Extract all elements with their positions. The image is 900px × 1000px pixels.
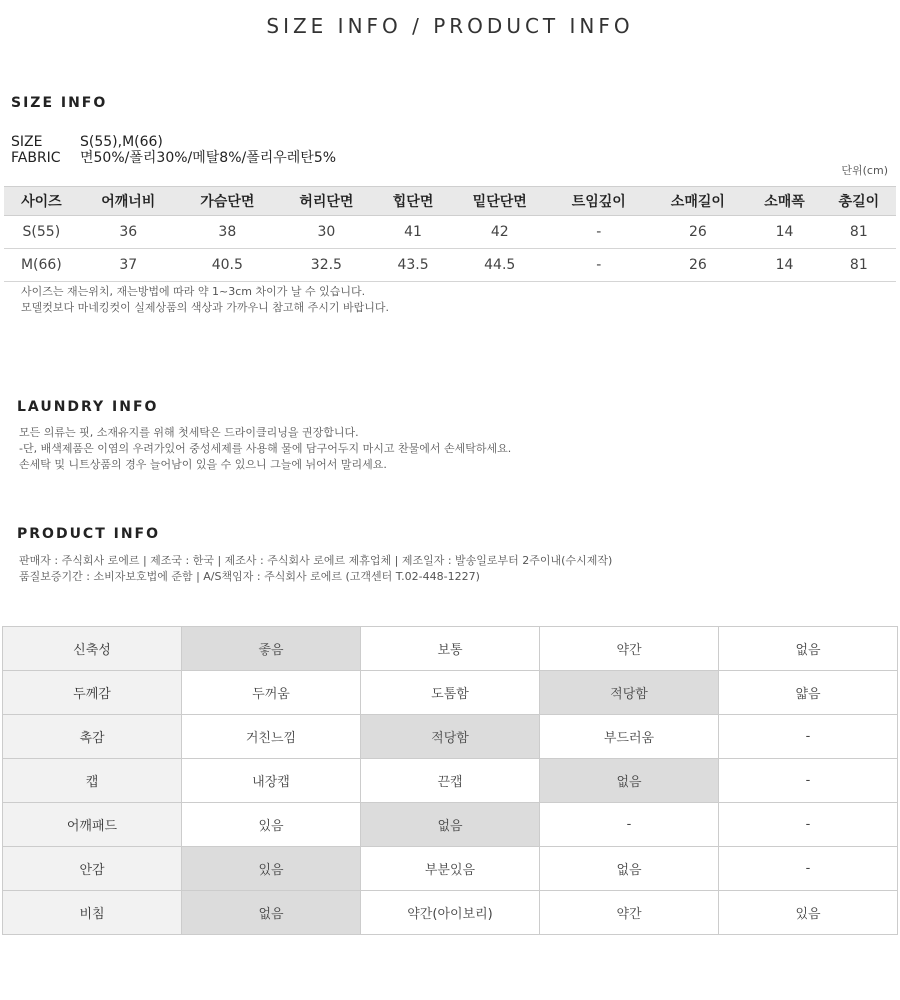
product-notes (19, 553, 612, 585)
attribute-label: 어깨패드 (3, 803, 182, 847)
attribute-option: 약간(아이보리) (361, 891, 540, 935)
fabric-attribute-table (2, 626, 898, 935)
attribute-option: 부드러움 (540, 715, 719, 759)
attribute-option-selected: 좋음 (182, 627, 361, 671)
header-cell: 소매길이 (648, 187, 747, 216)
table-row (4, 216, 896, 249)
attribute-option: 약간 (540, 627, 719, 671)
table-cell: 40.5 (178, 249, 277, 282)
attribute-row (3, 847, 898, 891)
attribute-option: 있음 (182, 803, 361, 847)
table-cell: 81 (822, 216, 896, 249)
header-cell: 사이즈 (4, 187, 79, 216)
table-cell: 14 (747, 216, 821, 249)
attribute-label: 캡 (3, 759, 182, 803)
attribute-option: 내장캡 (182, 759, 361, 803)
size-note-line: 모델컷보다 마네킹컷이 실제상품의 색상과 가까우니 참고해 주시기 바랍니다. (21, 301, 390, 314)
table-cell: 44.5 (450, 249, 549, 282)
attribute-option-selected: 있음 (182, 847, 361, 891)
attribute-option: 얇음 (719, 671, 898, 715)
table-cell: 43.5 (376, 249, 450, 282)
attribute-option: 도톰함 (361, 671, 540, 715)
size-key: SIZE (11, 134, 43, 150)
product-line: 품질보증기간 : 소비자보호법에 준함 | A/S책임자 : 주식회사 로에르 (고객센터 T.02-448-1227) (19, 570, 480, 583)
table-cell: S(55) (4, 216, 79, 249)
table-cell: - (549, 249, 648, 282)
attribute-label: 촉감 (3, 715, 182, 759)
attribute-option-selected: 없음 (361, 803, 540, 847)
attribute-option: 없음 (540, 847, 719, 891)
table-cell: 42 (450, 216, 549, 249)
table-cell: 26 (648, 249, 747, 282)
attribute-option-selected: 없음 (182, 891, 361, 935)
attribute-row (3, 759, 898, 803)
attribute-label: 안감 (3, 847, 182, 891)
attribute-option-selected: 적당함 (361, 715, 540, 759)
attribute-label: 비침 (3, 891, 182, 935)
attribute-row (3, 715, 898, 759)
header-cell: 총길이 (822, 187, 896, 216)
table-cell: 81 (822, 249, 896, 282)
attribute-row (3, 891, 898, 935)
attribute-option-selected: 적당함 (540, 671, 719, 715)
header-cell: 소매폭 (747, 187, 821, 216)
fabric-value: 면50%/폴리30%/메탈8%/폴리우레탄5% (80, 150, 337, 166)
header-cell: 트임깊이 (549, 187, 648, 216)
spec-size-row (11, 134, 336, 150)
table-cell: 30 (277, 216, 376, 249)
laundry-notes (19, 425, 511, 473)
fabric-key: FABRIC (11, 150, 61, 166)
attribute-option: 거친느낌 (182, 715, 361, 759)
table-cell: 32.5 (277, 249, 376, 282)
header-cell: 밑단단면 (450, 187, 549, 216)
attribute-row (3, 627, 898, 671)
size-notes (21, 284, 389, 316)
table-cell: 38 (178, 216, 277, 249)
attribute-option: - (719, 715, 898, 759)
attribute-row (3, 671, 898, 715)
attribute-option: - (540, 803, 719, 847)
unit-label: 단위(cm) (841, 164, 888, 177)
size-table-header (4, 187, 896, 216)
size-table (4, 186, 896, 282)
attribute-option: 끈캡 (361, 759, 540, 803)
laundry-info-heading: LAUNDRY INFO (17, 399, 159, 415)
attribute-option: 부분있음 (361, 847, 540, 891)
laundry-line: 손세탁 및 니트상품의 경우 늘어남이 있을 수 있으니 그늘에 뉘어서 말리세요. (19, 458, 387, 471)
attribute-label: 신축성 (3, 627, 182, 671)
spec-fabric-row (11, 150, 336, 166)
attribute-option: - (719, 803, 898, 847)
product-info-heading: PRODUCT INFO (17, 526, 161, 542)
attribute-label: 두께감 (3, 671, 182, 715)
attribute-option: - (719, 759, 898, 803)
table-cell: M(66) (4, 249, 79, 282)
table-cell: 41 (376, 216, 450, 249)
header-cell: 가슴단면 (178, 187, 277, 216)
table-cell: - (549, 216, 648, 249)
attribute-row (3, 803, 898, 847)
product-line: 판매자 : 주식회사 로에르 | 제조국 : 한국 | 제조사 : 주식회사 로에르 제휴업체 | 제조일자 : 발송일로부터 2주이내(수시제작) (19, 554, 613, 567)
attribute-option: 두꺼움 (182, 671, 361, 715)
size-info-heading: SIZE INFO (11, 95, 108, 111)
table-cell: 37 (79, 249, 178, 282)
table-row (4, 249, 896, 282)
table-cell: 26 (648, 216, 747, 249)
size-value: S(55),M(66) (80, 134, 163, 150)
laundry-line: -단, 배색제품은 이염의 우려가있어 중성세제를 사용해 물에 담구어두지 마시고 찬물에서 손세탁하세요. (19, 442, 512, 455)
attribute-option-selected: 없음 (540, 759, 719, 803)
page-title: SIZE INFO / PRODUCT INFO (266, 14, 634, 38)
attribute-option: 없음 (719, 627, 898, 671)
attribute-option: - (719, 847, 898, 891)
header-cell: 어깨너비 (79, 187, 178, 216)
laundry-line: 모든 의류는 핏, 소재유지를 위해 첫세탁은 드라이클리닝을 권장합니다. (19, 426, 359, 439)
size-note-line: 사이즈는 재는위치, 재는방법에 따라 약 1~3cm 차이가 날 수 있습니다. (21, 285, 366, 298)
attribute-option: 있음 (719, 891, 898, 935)
header-cell: 힙단면 (376, 187, 450, 216)
table-cell: 36 (79, 216, 178, 249)
table-cell: 14 (747, 249, 821, 282)
attribute-option: 보통 (361, 627, 540, 671)
attribute-option: 약간 (540, 891, 719, 935)
spec-block (11, 134, 336, 166)
header-cell: 허리단면 (277, 187, 376, 216)
